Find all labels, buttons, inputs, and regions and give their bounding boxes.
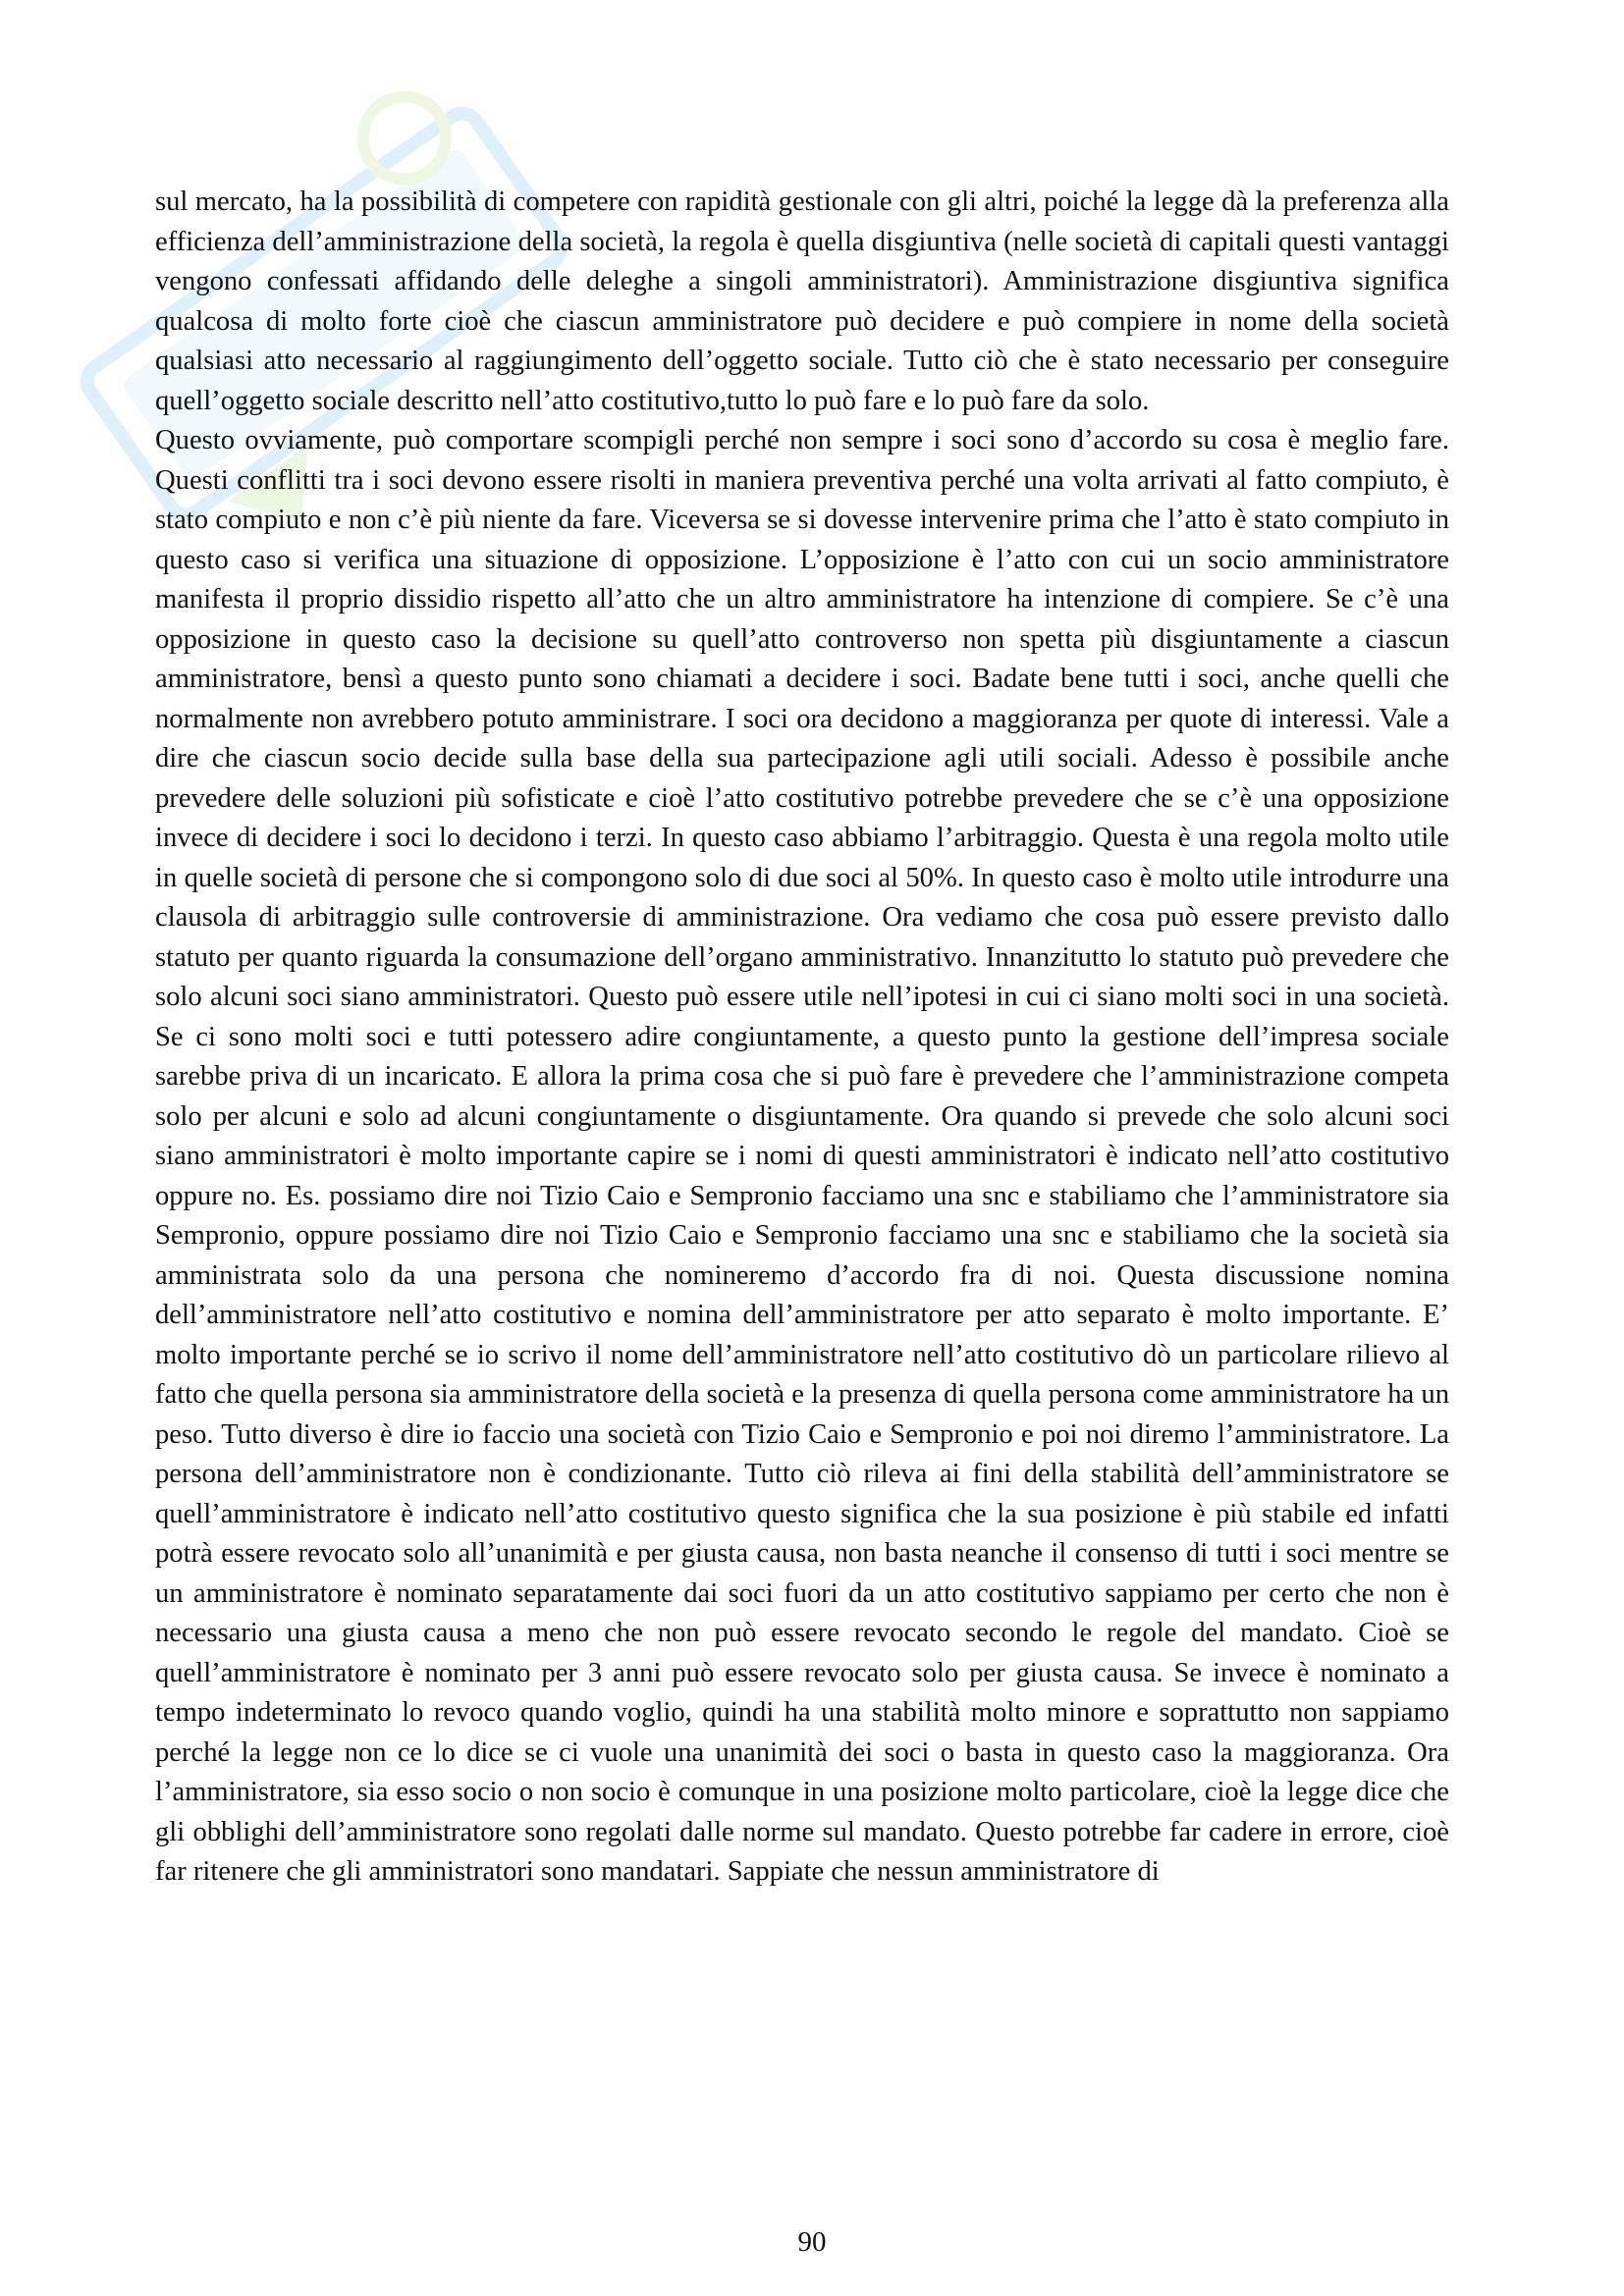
body-text (155, 183, 1449, 1893)
paragraph-1: sul mercato, ha la possibilità di competere con rapidità gestionale con gli altri, poiché la legge dà la preferenza alla efficienza dell’amministrazione della società, la regola è quella disgiuntiva (nelle società di capitali questi vantaggi vengono confessati affidando delle deleghe a singoli amministratori). Amministrazione disgiuntiva significa qualcosa di molto forte cioè che ciascun amministratore può decidere e può compiere in nome della società qualsiasi atto necessario al raggiungimento dell’oggetto sociale. Tutto ciò che è stato necessario per conseguire quell’oggetto sociale descritto nell’atto costitutivo,tutto lo può fare e lo può fare da solo. (155, 187, 1449, 416)
paragraph-2: Questo ovviamente, può comportare scompigli perché non sempre i soci sono d’accordo su cosa è meglio fare. Questi conflitti tra i soci devono essere risolti in maniera preventiva perché una volta arrivati al fatto compiuto, è stato compiuto e non c’è più niente da fare. Viceversa se si dovesse intervenire prima che l’atto è stato compiuto in questo caso si verifica una situazione di opposizione. L’opposizione è l’atto con cui un socio amministratore manifesta il proprio dissidio rispetto all’atto che un altro amministratore ha intenzione di compiere. Se c’è una opposizione in questo caso la decisione su quell’atto controverso non spetta più disgiuntamente a ciascun amministratore, bensì a questo punto sono chiamati a decidere i soci. Badate bene tutti i soci, anche quelli che normalmente non avrebbero potuto amministrare. I soci ora decidono a maggioranza per quote di interessi. Vale a dire che ciascun socio decide sulla base della sua partecipazione agli utili sociali. Adesso è possibile anche prevedere delle soluzioni più sofisticate e cioè l’atto costitutivo potrebbe prevedere che se c’è una opposizione invece di decidere i soci lo decidono i terzi. In questo caso abbiamo l’arbitraggio. Questa è una regola molto utile in quelle società di persone che si compongono solo di due soci al 50%. In questo caso è molto utile introdurre una clausola di arbitraggio sulle controversie di amministrazione. Ora vediamo che cosa può essere previsto dallo statuto per quanto riguarda la consumazione dell’organo amministrativo. Innanzitutto lo statuto può prevedere che solo alcuni soci siano amministratori. Questo può essere utile nell’ipotesi in cui ci siano molti soci in una società. Se ci sono molti soci e tutti potessero adire congiuntamente, a questo punto la gestione dell’impresa sociale sarebbe priva di un incaricato. E allora la prima cosa che si può fare è prevedere che l’amministrazione competa solo per alcuni e solo ad alcuni congiuntamente o disgiuntamente. Ora quando si prevede che solo alcuni soci siano amministratori è molto importante capire se i nomi di questi amministratori è indicato nell’atto costitutivo oppure no. Es. possiamo dire noi Tizio Caio e Sempronio facciamo una snc e stabiliamo che l’amministratore sia Sempronio, oppure possiamo dire noi Tizio Caio e Sempronio facciamo una snc e stabiliamo che la società sia amministrata solo da una persona che nomineremo d’accordo fra di noi. Questa discussione nomina dell’amministratore nell’atto costitutivo e nomina dell’amministratore per atto separato è molto importante. E’ molto importante perché se io scrivo il nome dell’amministratore nell’atto costitutivo dò un particolare rilievo al fatto che quella persona sia amministratore della società e la presenza di quella persona come amministratore ha un peso. Tutto diverso è dire io faccio una società con Tizio Caio e Sempronio e poi noi diremo l’amministratore. La persona dell’amministratore non è condizionante. Tutto ciò rileva ai fini della stabilità dell’amministratore se quell’amministratore è indicato nell’atto costitutivo questo significa che la sua posizione è più stabile ed infatti potrà essere revocato solo all’unanimità e per giusta causa, non basta neanche il consenso di tutti i soci mentre se un amministratore è nominato separatamente dai soci fuori da un atto costitutivo sappiamo per certo che non è necessario una giusta causa a meno che non può essere revocato secondo le regole del mandato. Cioè se quell’amministratore è nominato per 3 anni può essere revocato solo per giusta causa. Se invece è nominato a tempo indeterminato lo revoco quando voglio, quindi ha una stabilità molto minore e soprattutto non sappiamo perché la legge non ce lo dice se ci vuole una unanimità dei soci o basta in questo caso la maggioranza. Ora l’amministratore, sia esso socio o non socio è comunque in una posizione molto particolare, cioè la legge dice che gli obblighi dell’amministratore sono regolati dalle norme sul mandato. Questo potrebbe far cadere in errore, cioè far ritenere che gli amministratori sono mandatari. Sappiate che nessun amministratore di (155, 425, 1449, 1887)
page-number: 90 (797, 2226, 827, 2258)
document-page (155, 183, 1449, 1893)
